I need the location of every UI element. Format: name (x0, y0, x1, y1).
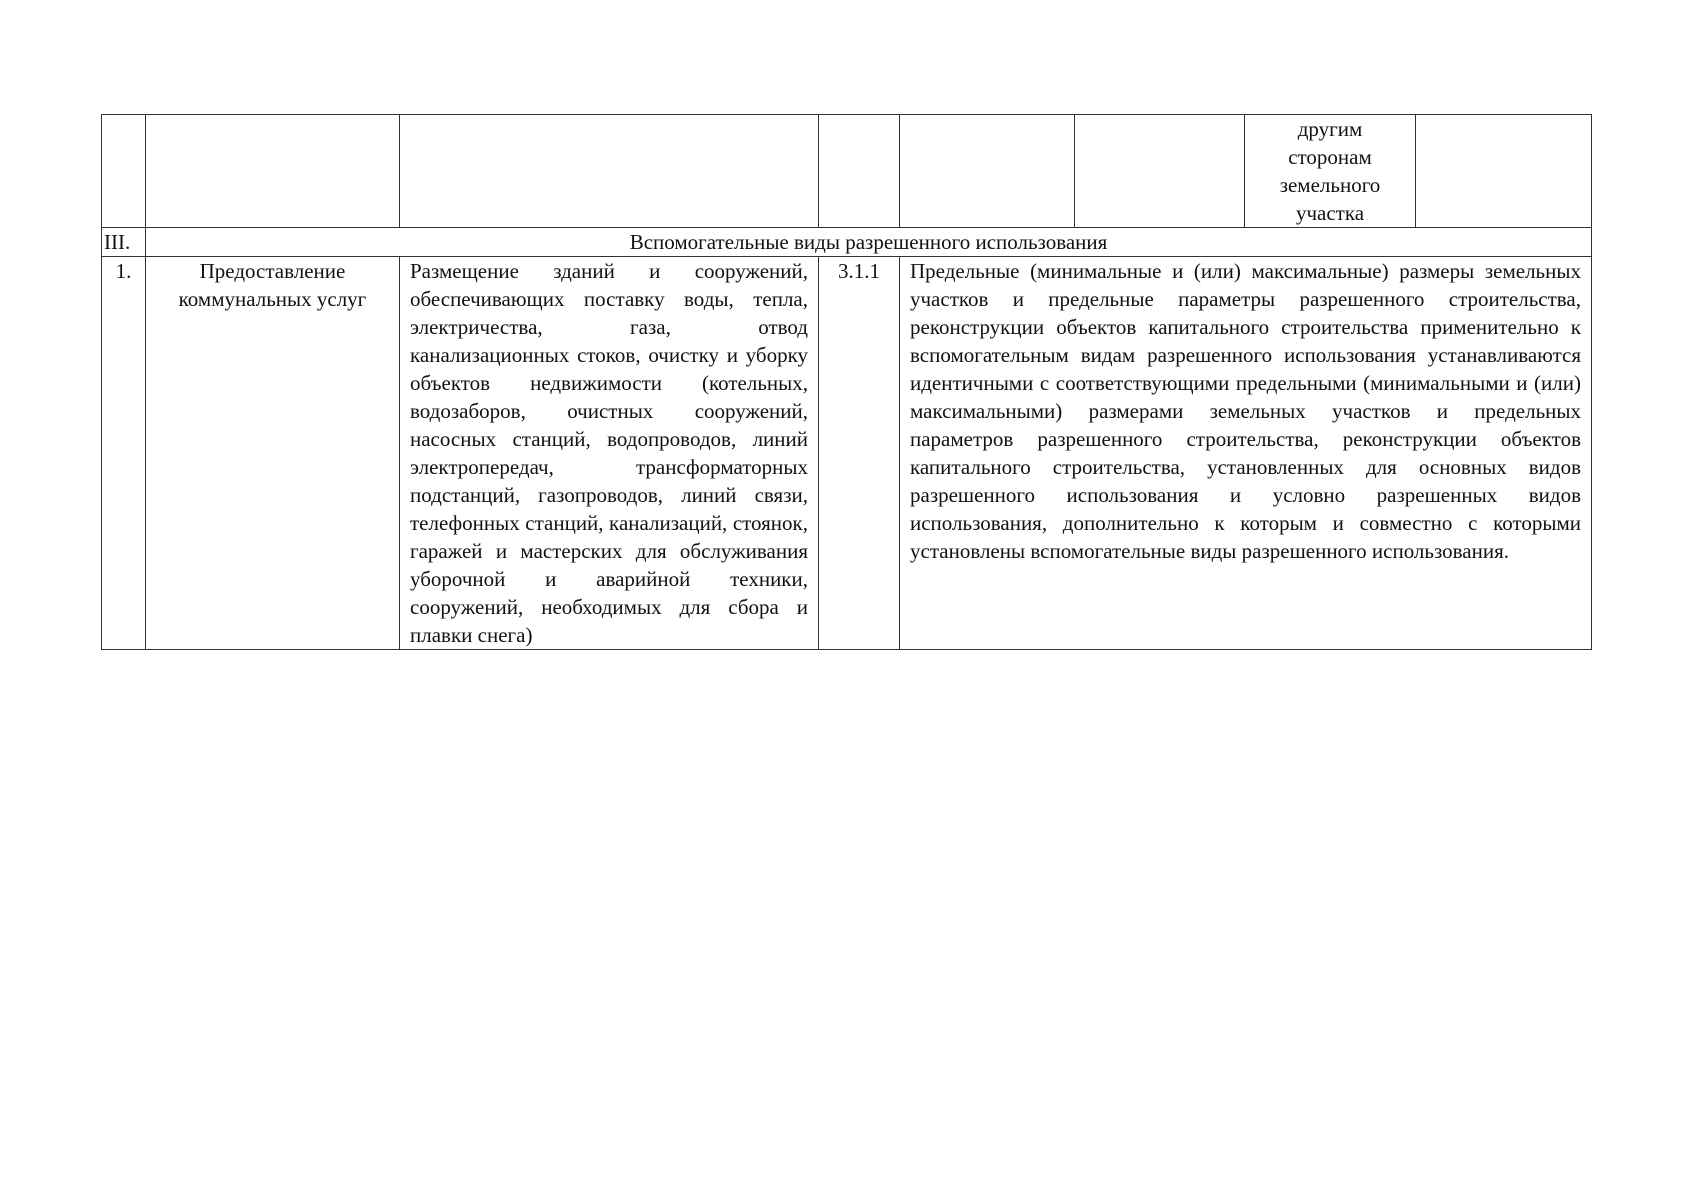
table-row-section-header (102, 228, 1592, 257)
cell-empty (819, 115, 900, 228)
note-line: участка (1295, 201, 1365, 225)
cell-empty (1416, 115, 1592, 228)
section-title: Вспомогательные виды разрешенного использования (146, 228, 1592, 257)
cell-empty (900, 115, 1075, 228)
regulation-table (101, 114, 1592, 650)
cell-empty (400, 115, 819, 228)
note-line: сторонам (1288, 145, 1372, 169)
use-type-description: Размещение зданий и сооружений, обеспечивающих поставку воды, тепла, электричества, газа, отвод канализационных стоков, очистку и уборку объектов недвижимости (котельных, водозаборов, очистных сооружений, насосных станций, водопроводов, линий электропередач, трансформаторных подстанций, газопроводов, линий связи, телефонных станций, канализаций, стоянок, гаражей и мастерских для обслуживания уборочной и аварийной техники, сооружений, необходимых для сбора и плавки снега) (400, 257, 819, 650)
cell-note (1245, 115, 1416, 228)
row-number: 1. (102, 257, 146, 650)
cell-empty (1075, 115, 1245, 228)
table-row-continuation (102, 115, 1592, 228)
section-number: III. (102, 228, 146, 257)
cell-empty (102, 115, 146, 228)
use-type-name: Предоставление коммунальных услуг (146, 257, 400, 650)
note-line: земельного (1279, 173, 1381, 197)
use-type-code: 3.1.1 (819, 257, 900, 650)
note-line: другим (1297, 117, 1363, 141)
limit-parameters: Предельные (минимальные и (или) максимальные) размеры земельных участков и предельные параметры разрешенного строительства, реконструкции объектов капитального строительства применительно к вспомогательным видам разрешенного использования устанавливаются идентичными с соответствующими предельными (минимальными и (или) максимальными) размерами земельных участков и предельных параметров разрешенного строительства, реконструкции объектов капитального строительства, установленных для основных видов разрешенного использования и условно разрешенных видов использования, дополнительно к которым и совместно с которыми установлены вспомогательные виды разрешенного использования. (900, 257, 1592, 650)
table-row (102, 257, 1592, 650)
cell-empty (146, 115, 400, 228)
